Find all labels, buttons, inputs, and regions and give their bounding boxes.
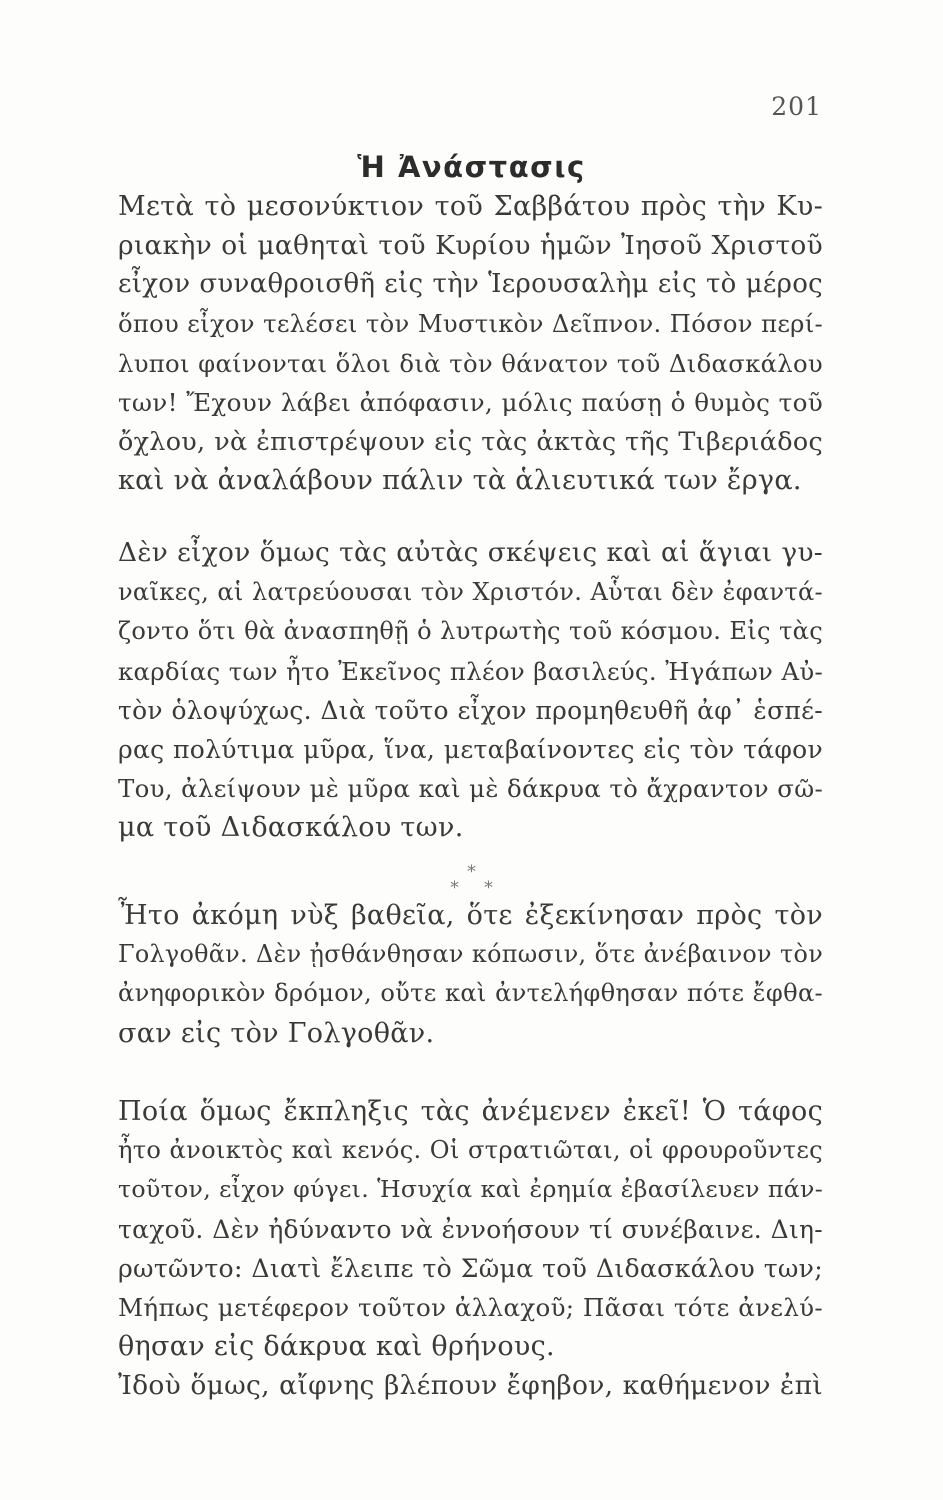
text-line: θησαν εἰς δάκρυα καὶ θρήνους. <box>118 1331 555 1363</box>
text-line: καὶ νὰ ἀναλάβουν πάλιν τὰ ἁλιευτικά των ἔργα. <box>118 465 802 497</box>
text-line: Γολγοθᾶν. Δὲν ᾐσθάνθησαν κόπωσιν, ὅτε ἀνέβαινον τὸν <box>118 940 823 969</box>
text-line: ναῖκες, αἱ λατρεύουσαι τὸν Χριστόν. Αὗται δὲν ἐφαντά- <box>118 578 823 607</box>
section-break-asterism: * <box>467 862 476 882</box>
text-line: Ἦτο ἀκόμη νὺξ βαθεῖα, ὅτε ἐξεκίνησαν πρὸς τὸν <box>118 900 823 931</box>
text-line: ριακὴν οἱ μαθηταὶ τοῦ Κυρίου ἡμῶν Ἰησοῦ Χριστοῦ <box>118 230 823 262</box>
paragraph-4 <box>118 1092 823 1406</box>
text-line: ρωτῶντο: Διατὶ ἔλειπε τὸ Σῶμα τοῦ Διδασκάλου των; <box>118 1253 823 1283</box>
text-line: Του, ἀλείψουν μὲ μῦρα καὶ μὲ δάκρυα τὸ ἄχραντον σῶ- <box>118 774 823 804</box>
paragraph-2 <box>118 534 823 848</box>
text-line: ἦτο ἀνοικτὸς καὶ κενός. Οἱ στρατιῶται, οἱ φρουροῦντες <box>118 1136 823 1165</box>
text-line: τὸν ὁλοψύχως. Διὰ τοῦτο εἶχον προμηθευθῆ ἀφ᾽ ἑσπέ- <box>118 695 823 725</box>
text-line: τοῦτον, εἶχον φύγει. Ἡσυχία καὶ ἐρημία ἐβασίλευεν πάν- <box>118 1175 823 1204</box>
chapter-title: Ἡ Ἀνάστασις <box>357 150 586 184</box>
text-line: των! Ἔχουν λάβει ἀπόφασιν, μόλις παύσῃ ὁ θυμὸς τοῦ <box>118 387 823 417</box>
paragraph-1 <box>118 187 823 501</box>
section-break-asterism: * * <box>450 878 503 898</box>
text-line: μα τοῦ Διδασκάλου των. <box>118 812 464 844</box>
text-line: ζοντο ὅτι θὰ ἀνασπηθῇ ὁ λυτρωτὴς τοῦ κόσμου. Εἰς τὰς <box>118 617 823 646</box>
text-line: ἀνηφορικὸν δρόμον, οὔτε καὶ ἀντελήφθησαν πότε ἔφθα- <box>118 979 823 1008</box>
text-line: λυποι φαίνονται ὅλοι διὰ τὸν θάνατον τοῦ Διδασκάλου <box>118 348 823 378</box>
text-line: εἶχον συναθροισθῆ εἰς τὴν Ἱερουσαλὴμ εἰς τὸ μέρος <box>118 269 823 300</box>
text-line: Ποία ὅμως ἔκπληξις τὰς ἀνέμενεν ἐκεῖ! Ὁ τάφος <box>118 1096 823 1127</box>
text-line: Μετὰ τὸ μεσονύκτιον τοῦ Σαββάτου πρὸς τὴν Κυ- <box>118 191 823 222</box>
text-line: καρδίας των ἦτο Ἐκεῖνος πλέον βασιλεύς. Ἠγάπων Αὐ- <box>118 656 823 686</box>
text-line: σαν εἰς τὸν Γολγοθᾶν. <box>118 1017 435 1049</box>
text-line: Ἰδοὺ ὅμως, αἴφνης βλέπουν ἔφηβον, καθήμενον ἐπὶ <box>118 1370 823 1402</box>
text-line: Δὲν εἶχον ὅμως τὰς αὐτὰς σκέψεις καὶ αἱ ἅγιαι γυ- <box>118 538 823 568</box>
text-line: Μήπως μετέφερον τοῦτον ἀλλαχοῦ; Πᾶσαι τότε ἀνελύ- <box>118 1292 823 1322</box>
page-number: 201 <box>771 92 822 121</box>
text-line: ὄχλου, νὰ ἐπιστρέψουν εἰς τὰς ἀκτὰς τῆς Τιβεριάδος <box>118 426 823 457</box>
paragraph-3 <box>118 896 823 1053</box>
text-line: ρας πολύτιμα μῦρα, ἵνα, μεταβαίνοντες εἰς τὸν τάφον <box>118 734 823 764</box>
text-line: ὅπου εἶχον τελέσει τὸν Μυστικὸν Δεῖπνον. Πόσον περί- <box>118 309 823 338</box>
text-line: ταχοῦ. Δὲν ἠδύναντο νὰ ἐννοήσουν τί συνέβαινε. Διη- <box>118 1214 823 1244</box>
